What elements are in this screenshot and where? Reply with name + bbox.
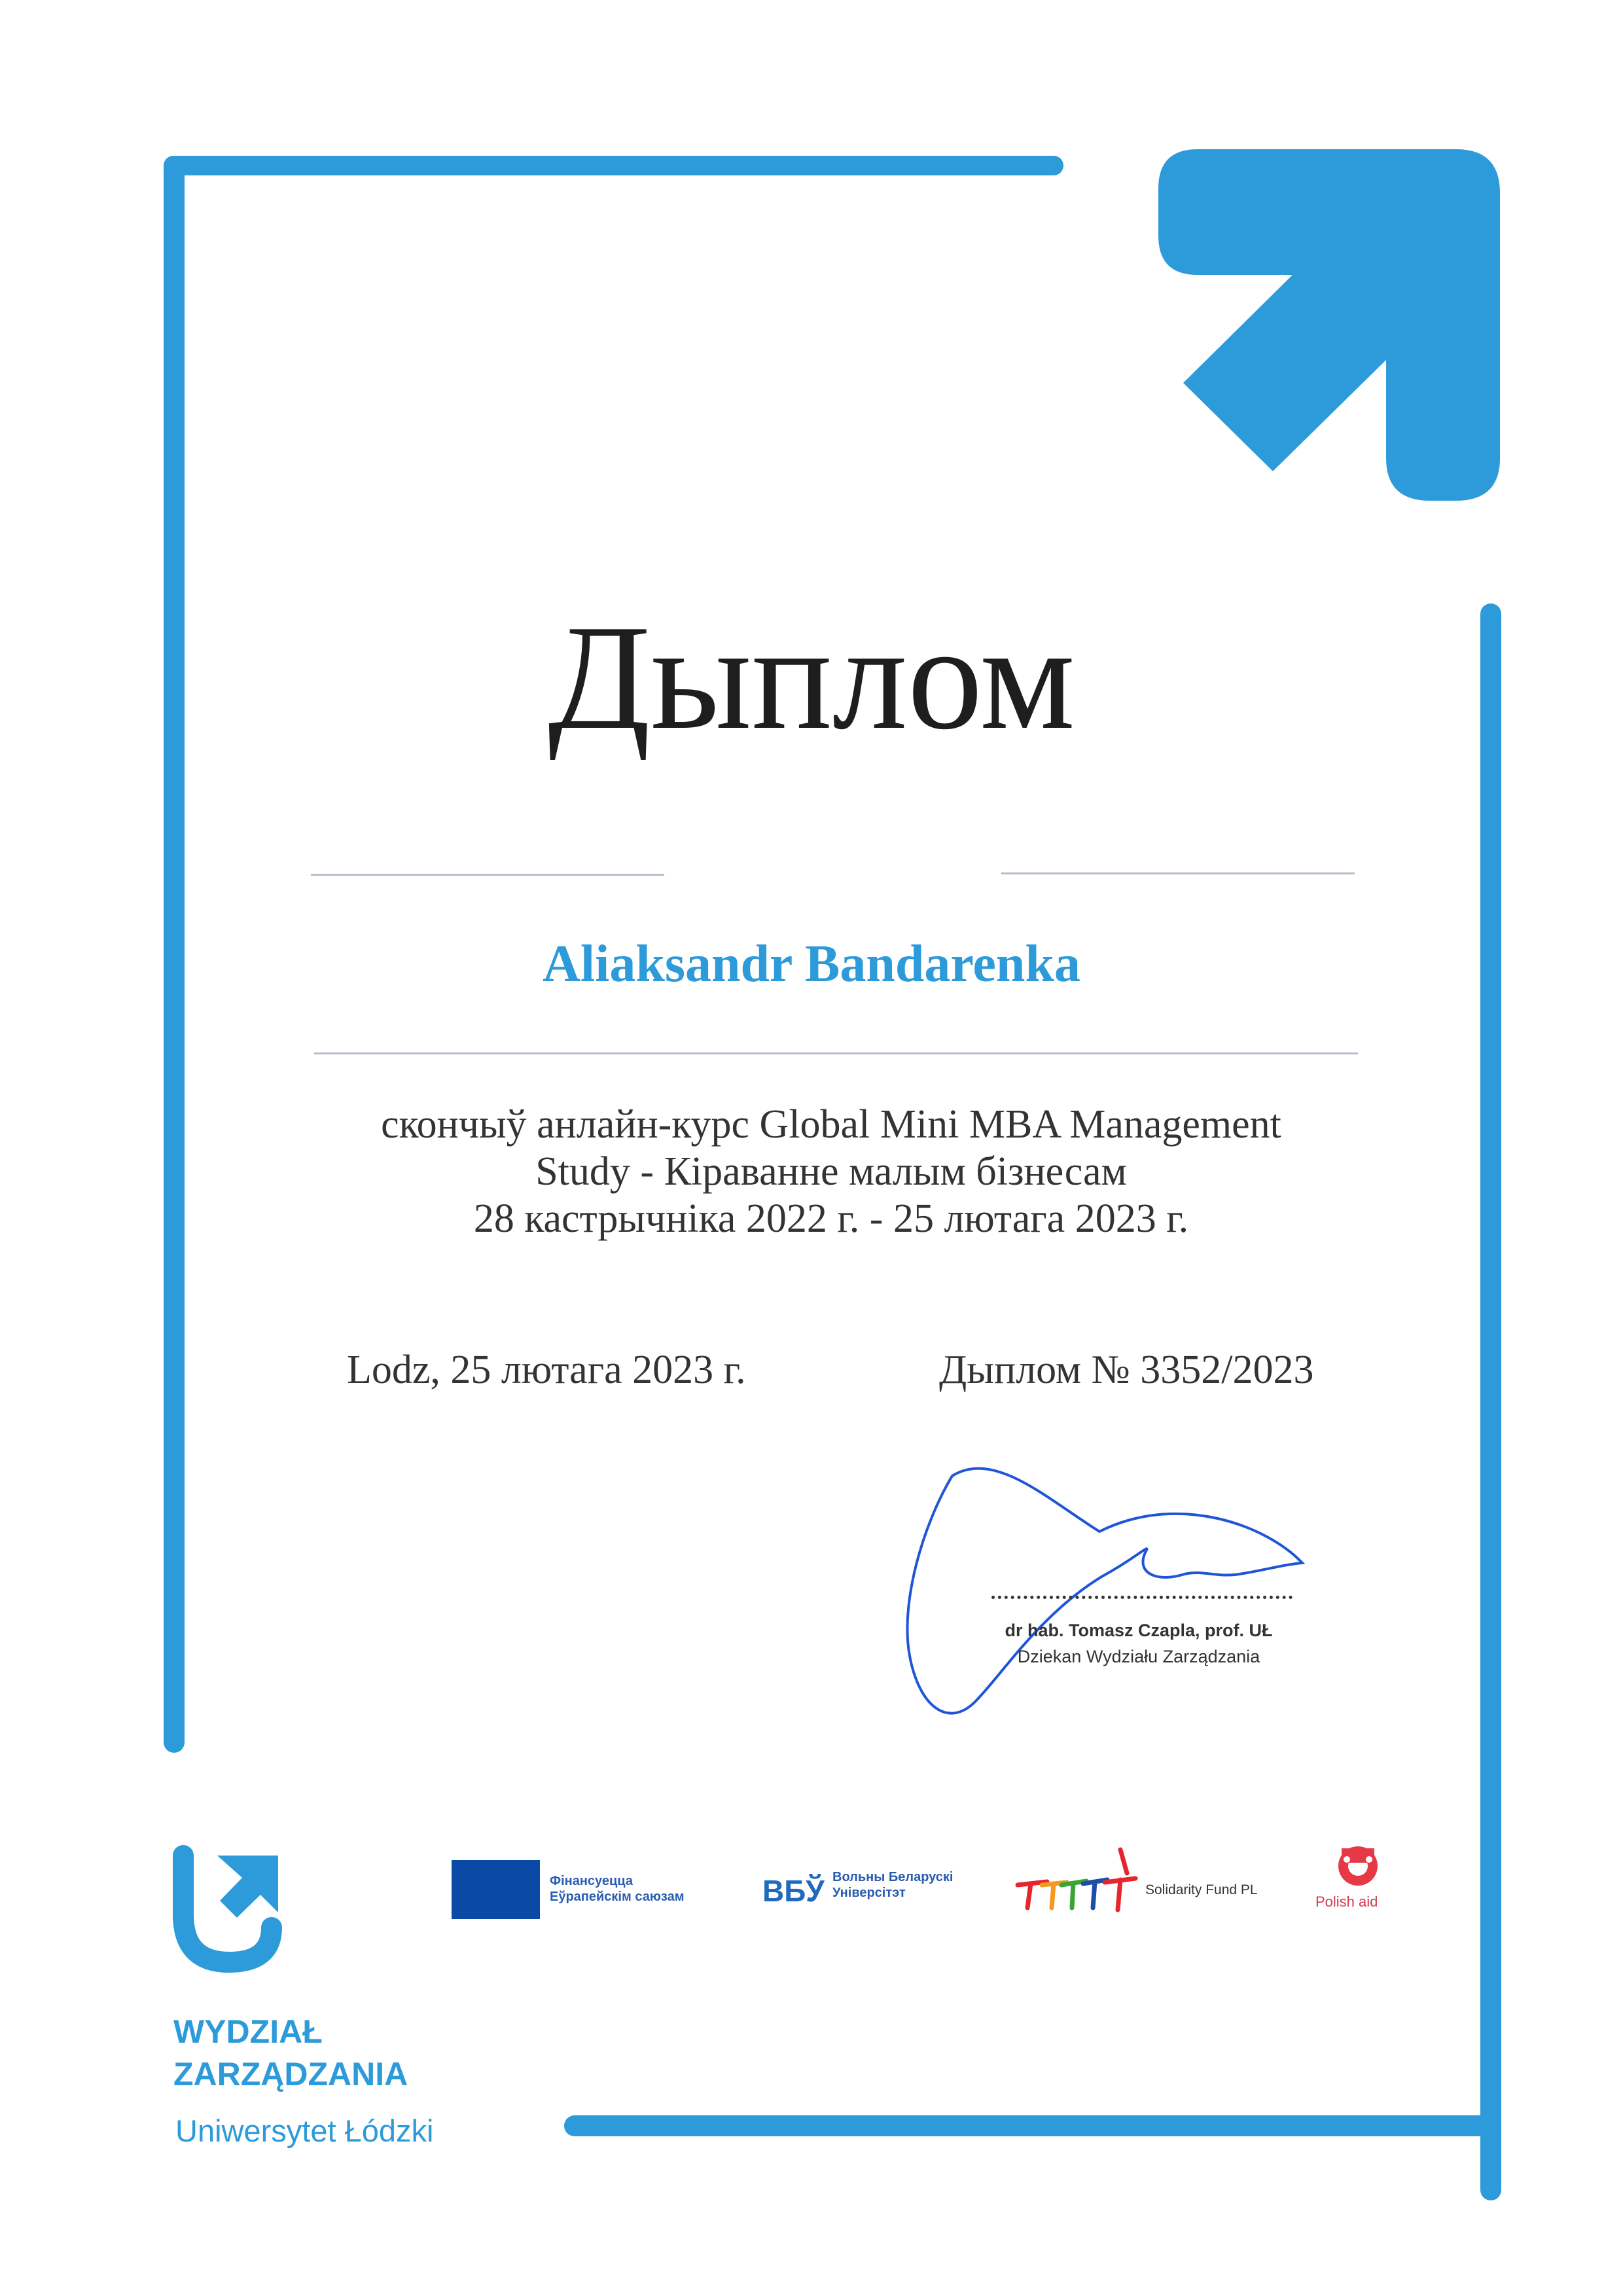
vbu-text	[832, 1869, 953, 1901]
frame-top-line	[164, 156, 1063, 175]
diploma-number: Дыплом № 3352/2023	[939, 1348, 1314, 1392]
signature-line	[991, 1596, 1293, 1599]
course-description	[0, 1101, 1623, 1242]
vbu-line-2: Універсітэт	[832, 1886, 906, 1900]
faculty-logo-icon	[183, 1856, 278, 1962]
vbu-line-1: Вольны Беларускі	[832, 1870, 954, 1884]
eu-funding-line-2: Еўрапейскім саюзам	[550, 1890, 685, 1904]
frame-bottom-line	[564, 2115, 1501, 2136]
polish-aid-text: Polish aid	[1315, 1893, 1378, 1910]
course-line-2: Study - Кіраванне малым бізнесам	[535, 1149, 1127, 1194]
recipient-name: Aliaksandr Bandarenka	[543, 935, 1080, 993]
course-line-3: 28 кастрычніка 2022 г. - 25 лютага 2023 г.	[473, 1196, 1189, 1241]
document-title: Дыплом	[548, 594, 1075, 761]
name-underline-rule	[314, 1052, 1358, 1054]
frame-right-line	[1480, 603, 1501, 2200]
solidarity-fund-text: Solidarity Fund PL	[1145, 1882, 1258, 1897]
faculty-line-2: ZARZĄDZANIA	[173, 2056, 408, 2092]
signatory-role: Dziekan Wydziału Zarządzania	[1017, 1647, 1260, 1666]
vbu-logo-icon: ВБЎ	[762, 1874, 825, 1908]
signatory-name: dr hab. Tomasz Czapla, prof. UŁ	[1005, 1621, 1273, 1640]
arrow-corner-icon	[1158, 149, 1500, 501]
upper-left-rule	[311, 874, 664, 876]
faculty-name	[173, 2011, 408, 2096]
signature-icon	[907, 1469, 1302, 1713]
eu-funding-text	[550, 1873, 685, 1905]
university-name: Uniwersytet Łódzki	[175, 2113, 434, 2148]
eu-flag-icon	[452, 1860, 540, 1919]
polish-aid-logo-icon	[1338, 1846, 1378, 1886]
solidarity-fund-logo-icon	[1018, 1850, 1135, 1910]
upper-right-rule	[1001, 872, 1355, 874]
faculty-line-1: WYDZIAŁ	[173, 2013, 323, 2050]
course-line-1: скончыў анлайн-курс Global Mini MBA Management	[381, 1102, 1281, 1147]
eu-funding-line-1: Фінансуецца	[550, 1874, 633, 1888]
place-date: Lodz, 25 лютага 2023 г.	[347, 1348, 746, 1392]
